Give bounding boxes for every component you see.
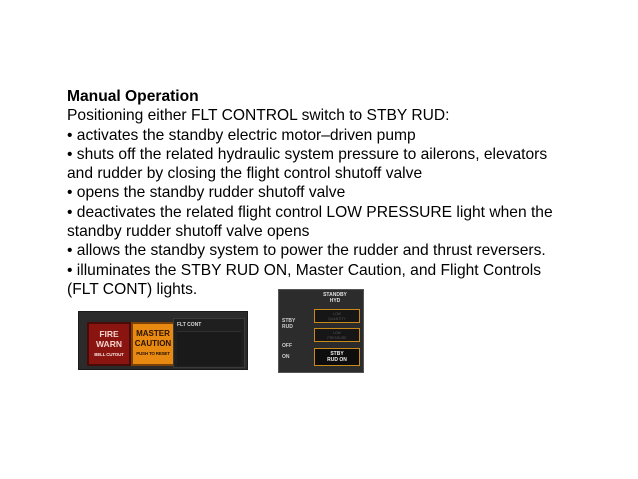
fire-warn-sublabel: BELL CUTOUT bbox=[94, 352, 124, 357]
document-title: Manual Operation bbox=[67, 88, 199, 105]
master-caution-light bbox=[131, 322, 175, 366]
text-line: • shuts off the related hydraulic system pressure to ailerons, elevators bbox=[67, 145, 548, 163]
low-quantity-light bbox=[314, 309, 360, 323]
text-line: • allows the standby system to power the rudder and thrust reversers. bbox=[67, 242, 546, 260]
fire-warn-light bbox=[87, 322, 131, 366]
text-line: and rudder by closing the flight control shutoff valve bbox=[67, 165, 423, 183]
fire-warn-label-line1: FIRE bbox=[99, 329, 119, 339]
text-line: • illuminates the STBY RUD ON, Master Caution, and Flight Controls bbox=[67, 261, 542, 279]
standby-hyd-heading bbox=[309, 292, 361, 304]
rud-label: RUD bbox=[282, 324, 293, 330]
text-line: • opens the standby rudder shutoff valve bbox=[67, 184, 346, 202]
stby-label: STBY bbox=[282, 318, 296, 324]
low-pressure-line2: PRESSURE bbox=[327, 335, 347, 340]
standby-hyd-panel-image bbox=[278, 289, 364, 373]
standby-hyd-heading-line2: HYD bbox=[329, 298, 341, 304]
low-pressure-line1: LOW bbox=[333, 331, 341, 335]
text-line: • deactivates the related flight control LOW PRESSURE light when the bbox=[67, 203, 553, 221]
low-quantity-line1: LOW bbox=[333, 312, 341, 316]
stby-rud-on-light bbox=[314, 348, 360, 366]
text-line: standby rudder shutoff valve opens bbox=[67, 223, 310, 241]
on-label: ON bbox=[282, 354, 290, 360]
caution-panel-image bbox=[78, 311, 248, 370]
annunciator-grid bbox=[177, 331, 241, 366]
off-label: OFF bbox=[282, 343, 292, 349]
document-text bbox=[67, 87, 587, 299]
flt-cont-label: FLT CONT bbox=[177, 322, 202, 328]
stby-rud-on-line2: RUD ON bbox=[327, 357, 347, 363]
master-caution-sublabel: PUSH TO RESET bbox=[136, 351, 170, 356]
stby-rud-on-line1: STBY bbox=[330, 351, 344, 357]
master-caution-label-line2: CAUTION bbox=[134, 338, 172, 348]
standby-hyd-heading-line1: STANDBY bbox=[323, 292, 347, 298]
fire-warn-label-line2: WARN bbox=[96, 339, 122, 349]
low-quantity-line2: QUANTITY bbox=[328, 316, 346, 321]
flt-cont-annunciator bbox=[173, 318, 245, 368]
text-line: Positioning either FLT CONTROL switch to STBY RUD: bbox=[67, 107, 450, 125]
text-line: (FLT CONT) lights. bbox=[67, 280, 198, 298]
low-pressure-light bbox=[314, 328, 360, 342]
text-line: • activates the standby electric motor–driven pump bbox=[67, 126, 416, 144]
master-caution-label-line1: MASTER bbox=[136, 329, 170, 338]
